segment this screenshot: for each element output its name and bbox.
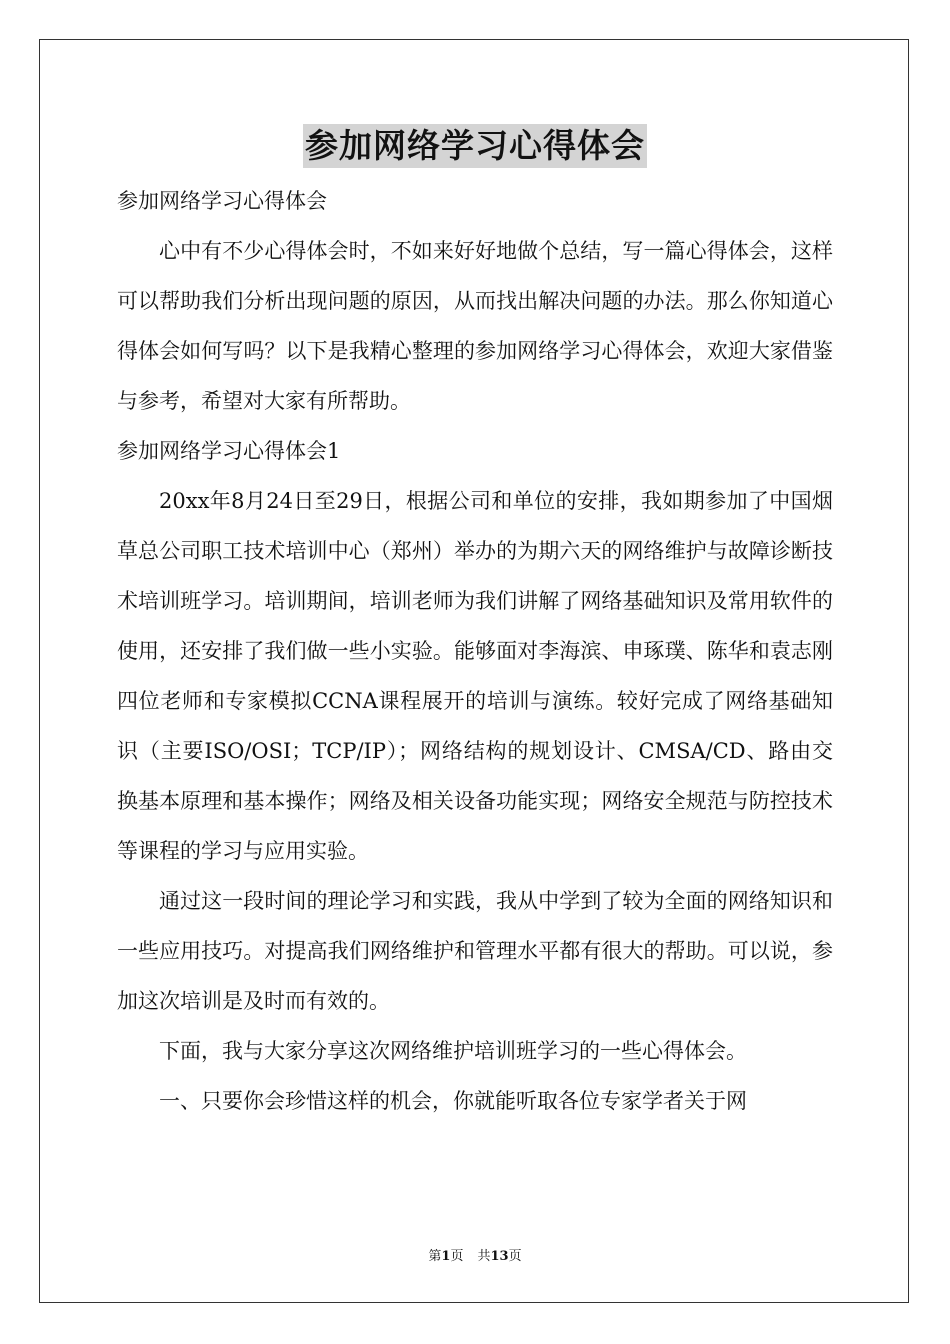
section-paragraph-2: 通过这一段时间的理论学习和实践，我从中学到了较为全面的网络知识和一些应用技巧。对提高我们网络维护和管理水平都有很大的帮助。可以说，参加这次培训是及时而有效的。	[117, 889, 833, 1013]
section-paragraph-4: 一、只要你会珍惜这样的机会，你就能听取各位专家学者关于网	[159, 1089, 747, 1113]
page-suffix: 页	[450, 1249, 464, 1264]
document-title	[0, 124, 950, 168]
intro-paragraph: 心中有不少心得体会时，不如来好好地做个总结，写一篇心得体会，这样可以帮助我们分析出现问题的原因，从而找出解决问题的办法。那么你知道心得体会如何写吗？以下是我精心整理的参加网络学习心得体会，欢迎大家借鉴与参考，希望对大家有所帮助。	[117, 239, 833, 413]
document-subtitle: 参加网络学习心得体会	[117, 189, 327, 213]
total-prefix: 共	[477, 1249, 491, 1264]
page-footer	[0, 1248, 950, 1266]
total-suffix: 页	[508, 1249, 522, 1264]
page-prefix: 第	[428, 1249, 442, 1264]
section-paragraph-1: 20xx年8月24日至29日，根据公司和单位的安排，我如期参加了中国烟草总公司职工技术培训中心（郑州）举办的为期六天的网络维护与故障诊断技术培训班学习。培训期间，培训老师为我们讲解了网络基础知识及常用软件的使用，还安排了我们做一些小实验。能够面对李海滨、申琢璞、陈华和袁志刚四位老师和专家模拟CCNA课程展开的培训与演练。较好完成了网络基础知识（主要ISO/OSI；TCP/IP）；网络结构的规划设计、CMSA/CD、路由交换基本原理和基本操作；网络及相关设备功能实现；网络安全规范与防控技术等课程的学习与应用实验。	[117, 489, 833, 863]
page-number: 1	[441, 1249, 451, 1264]
section-paragraph-3: 下面，我与大家分享这次网络维护培训班学习的一些心得体会。	[159, 1039, 747, 1063]
total-pages: 13	[490, 1249, 509, 1264]
document-body	[117, 176, 833, 1126]
section-heading: 参加网络学习心得体会1	[117, 439, 341, 463]
document-title-text: 参加网络学习心得体会	[303, 124, 647, 168]
